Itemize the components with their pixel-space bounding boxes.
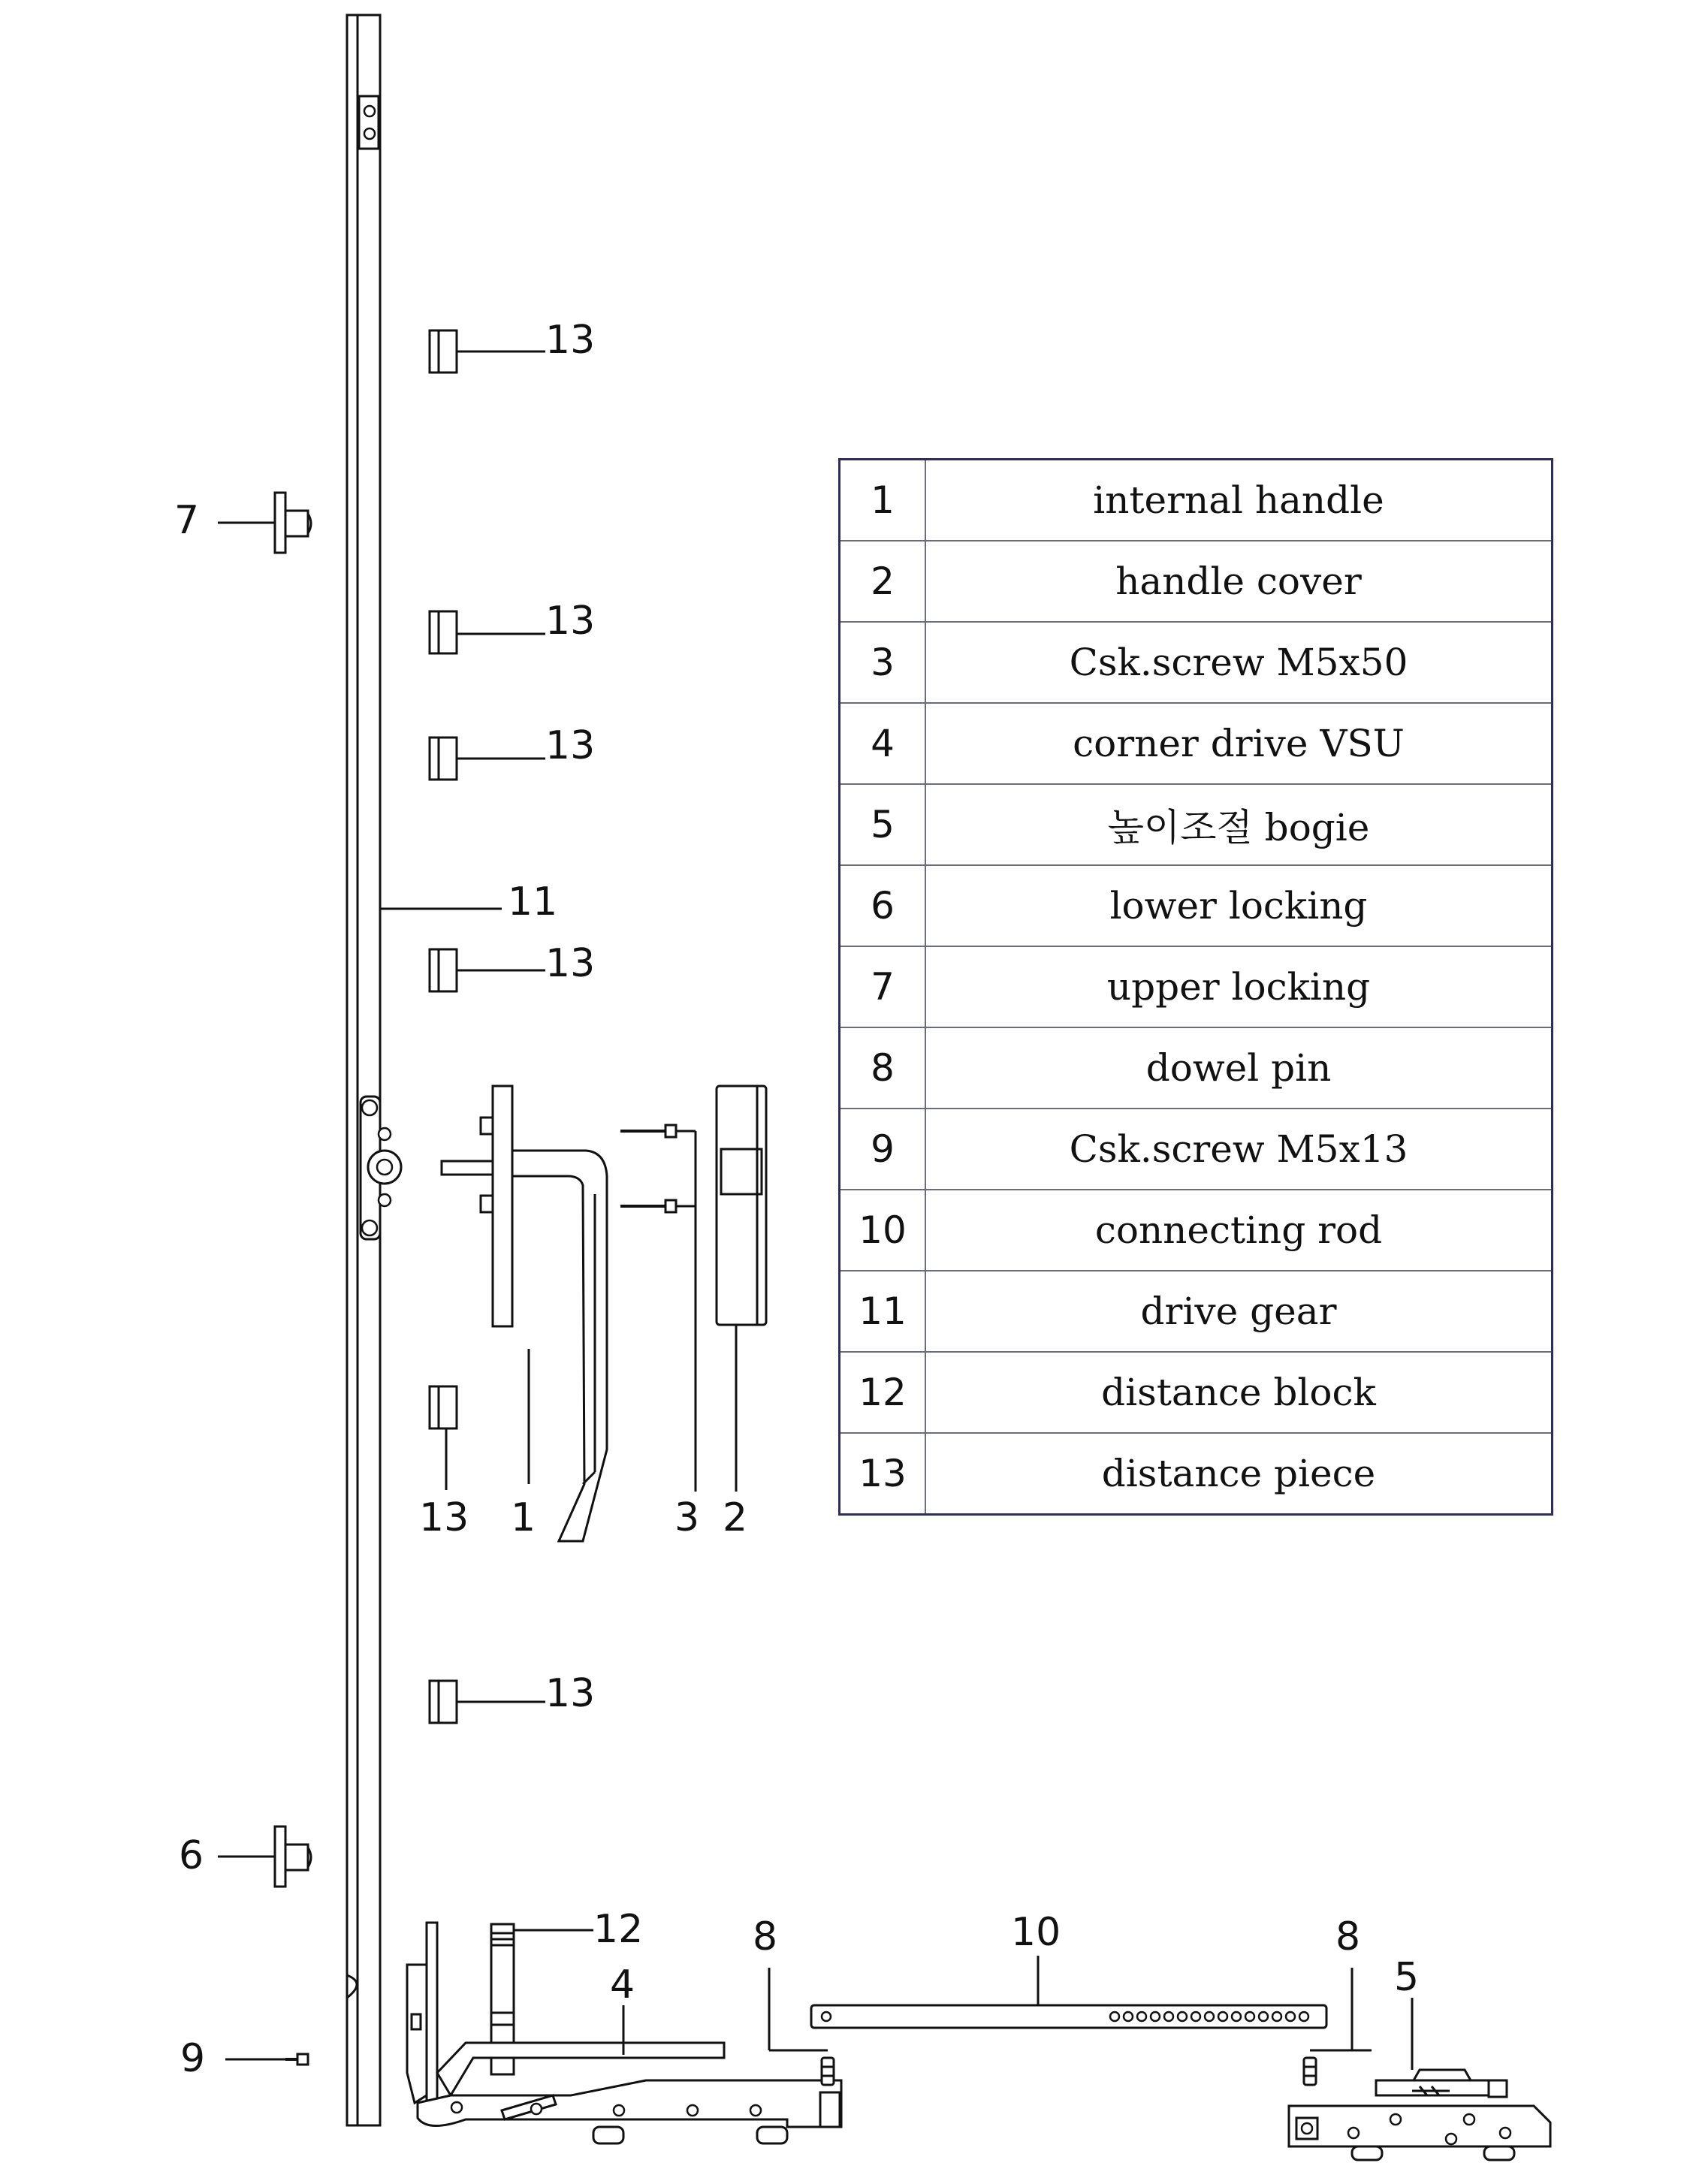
part-description: dowel pin: [925, 1027, 1553, 1109]
callout-6: 6: [179, 1833, 204, 1878]
distance-piece-2: [430, 611, 457, 653]
table-row: [840, 1271, 1553, 1352]
distance-piece-6: [430, 1681, 457, 1723]
callout-8-b: 8: [1335, 1914, 1361, 1959]
part-number: 2: [840, 541, 926, 622]
callout-13-f: 13: [545, 1671, 596, 1716]
screw-m5x50-part: [620, 1125, 676, 1212]
part-description: connecting rod: [925, 1190, 1553, 1271]
callout-13-c: 13: [545, 723, 596, 768]
part-description: lower locking: [925, 865, 1553, 946]
table-row: [840, 1433, 1553, 1515]
upper-locking-part: [275, 493, 311, 553]
part-number: 4: [840, 703, 926, 784]
connecting-rod-part: [811, 2005, 1326, 2028]
distance-piece-4: [430, 949, 457, 991]
screw-m5x13-part: [285, 2054, 308, 2065]
bogie-part: [1289, 2070, 1550, 2160]
callout-5: 5: [1394, 1955, 1420, 2000]
callout-13-e: 13: [419, 1495, 469, 1540]
part-number: 13: [840, 1433, 926, 1515]
part-description: handle cover: [925, 541, 1553, 622]
table-row: [840, 1027, 1553, 1109]
callout-10: 10: [1011, 1910, 1061, 1955]
distance-piece-5: [430, 1386, 457, 1428]
drive-gear-bar: [347, 15, 401, 2125]
distance-piece-3: [430, 738, 457, 780]
part-number: 8: [840, 1027, 926, 1109]
callout-13-d: 13: [545, 941, 596, 986]
table-row: [840, 1352, 1553, 1433]
part-description: drive gear: [925, 1271, 1553, 1352]
part-number: 3: [840, 622, 926, 703]
part-description: upper locking: [925, 946, 1553, 1027]
parts-table: [838, 458, 1553, 1516]
table-row: [840, 703, 1553, 784]
table-row: [840, 622, 1553, 703]
part-number: 5: [840, 784, 926, 865]
part-description: distance block: [925, 1352, 1553, 1433]
callout-13-a: 13: [545, 318, 596, 363]
callout-4: 4: [610, 1962, 635, 2008]
callout-13-b: 13: [545, 599, 596, 644]
part-description: corner drive VSU: [925, 703, 1553, 784]
callout-3: 3: [674, 1495, 700, 1540]
part-description: internal handle: [925, 460, 1553, 541]
part-description: Csk.screw M5x50: [925, 622, 1553, 703]
part-description: distance piece: [925, 1433, 1553, 1515]
table-row: [840, 541, 1553, 622]
distance-piece-1: [430, 330, 457, 373]
table-row: [840, 1109, 1553, 1190]
table-row: [840, 784, 1553, 865]
callout-1: 1: [511, 1495, 536, 1540]
part-description: Csk.screw M5x13: [925, 1109, 1553, 1190]
dowel-pin-right: [1304, 2058, 1316, 2085]
callout-9: 9: [180, 2036, 206, 2081]
part-number: 10: [840, 1190, 926, 1271]
table-row: [840, 865, 1553, 946]
part-number: 7: [840, 946, 926, 1027]
part-number: 12: [840, 1352, 926, 1433]
table-row: [840, 1190, 1553, 1271]
dowel-pin-left: [822, 2058, 834, 2085]
part-number: 11: [840, 1271, 926, 1352]
lower-locking-part: [275, 1827, 311, 1887]
callout-12: 12: [593, 1907, 644, 1952]
callout-11: 11: [508, 879, 558, 925]
part-description: 높이조절 bogie: [925, 784, 1553, 865]
callout-8-a: 8: [753, 1914, 778, 1959]
callout-2: 2: [723, 1495, 748, 1540]
table-row: [840, 460, 1553, 541]
handle-cover-part: [717, 1086, 766, 1325]
internal-handle-part: [442, 1086, 607, 1541]
callout-7: 7: [174, 498, 200, 543]
table-row: [840, 946, 1553, 1027]
part-number: 9: [840, 1109, 926, 1190]
part-number: 6: [840, 865, 926, 946]
part-number: 1: [840, 460, 926, 541]
